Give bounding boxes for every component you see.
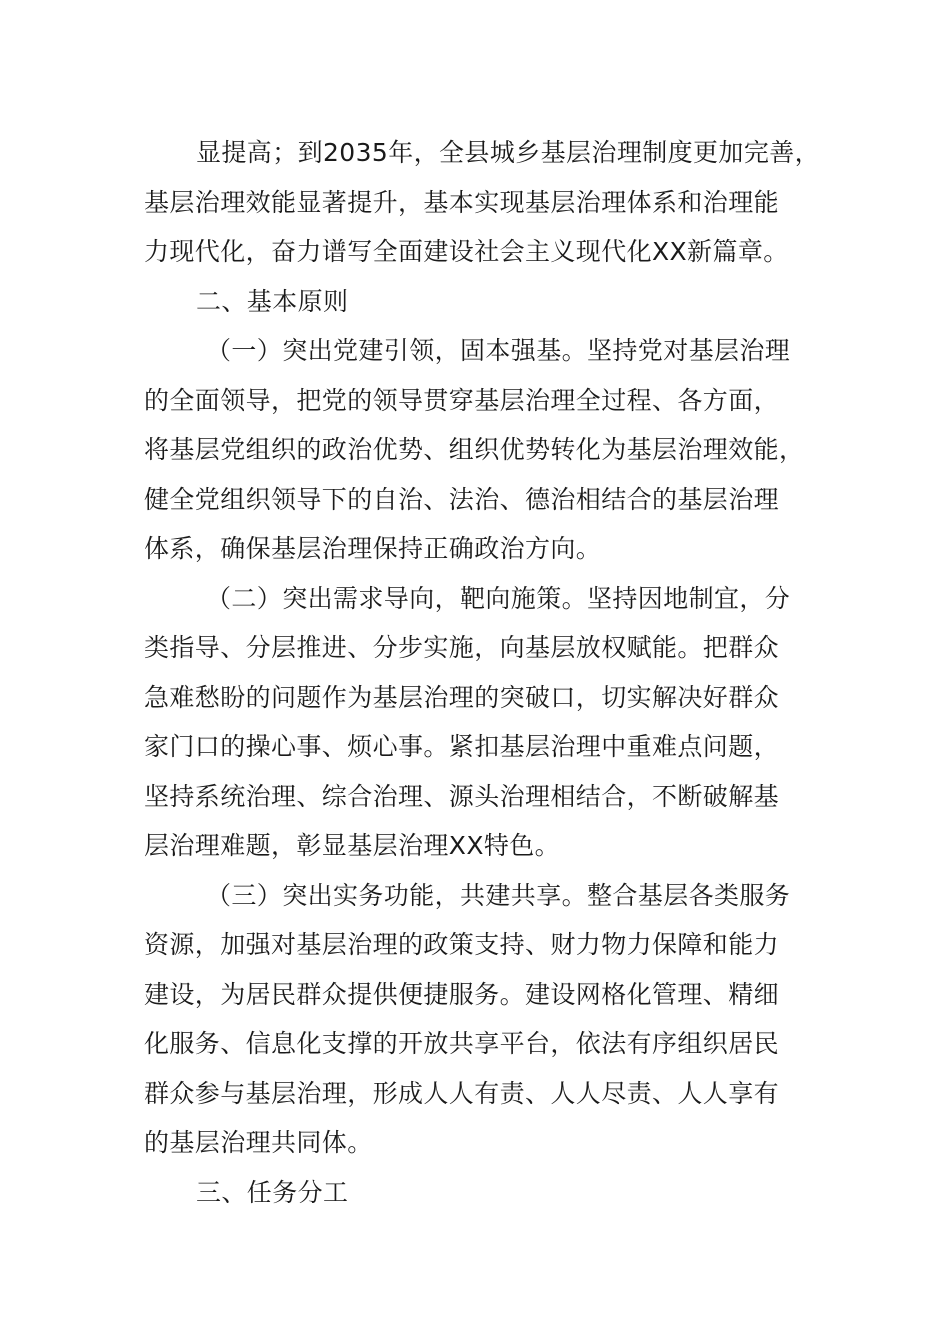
text-line: 的基层治理共同体。 (144, 1128, 373, 1157)
text-line: （二）突出需求导向，靶向施策。坚持因地制宜，分 (206, 583, 791, 613)
text-line: 建设，为居民群众提供便捷服务。建设网格化管理、精细 (144, 979, 780, 1009)
text-line: 体系，确保基层治理保持正确政治方向。 (144, 534, 602, 563)
text-line: （三）突出实务功能，共建共享。整合基层各类服务 (206, 880, 791, 910)
text-line: 的全面领导，把党的领导贯穿基层治理全过程、各方面， (144, 385, 780, 415)
text-line: 层治理难题，彰显基层治理XX特色。 (144, 831, 561, 860)
text-line: 将基层党组织的政治优势、组织优势转化为基层治理效能， (144, 435, 805, 464)
text-line: 类指导、分层推进、分步实施，向基层放权赋能。把群众 (144, 633, 780, 662)
text-line: 力现代化，奋力谱写全面建设社会主义现代化XX新篇章。 (144, 237, 789, 266)
document-body (144, 128, 821, 1217)
text-line: 化服务、信息化支撑的开放共享平台，依法有序组织居民 (144, 1029, 780, 1058)
section-heading: 二、基本原则 (196, 286, 349, 316)
section-heading: 三、任务分工 (196, 1177, 349, 1207)
text-line: 家门口的操心事、烦心事。紧扣基层治理中重难点问题， (144, 732, 780, 761)
text-line: 资源，加强对基层治理的政策支持、财力物力保障和能力 (144, 930, 780, 959)
text-line: （一）突出党建引领，固本强基。坚持党对基层治理 (206, 336, 791, 365)
text-line: 急难愁盼的问题作为基层治理的突破口，切实解决好群众 (144, 682, 780, 712)
text-line: 坚持系统治理、综合治理、源头治理相结合，不断破解基 (144, 781, 780, 811)
text-line: 群众参与基层治理，形成人人有责、人人尽责、人人享有 (144, 1078, 780, 1108)
text-line: 基层治理效能显著提升，基本实现基层治理体系和治理能 (144, 187, 780, 217)
text-line: 显提高；到2035年，全县城乡基层治理制度更加完善， (196, 138, 821, 167)
text-line: 健全党组织领导下的自治、法治、德治相结合的基层治理 (144, 484, 780, 514)
